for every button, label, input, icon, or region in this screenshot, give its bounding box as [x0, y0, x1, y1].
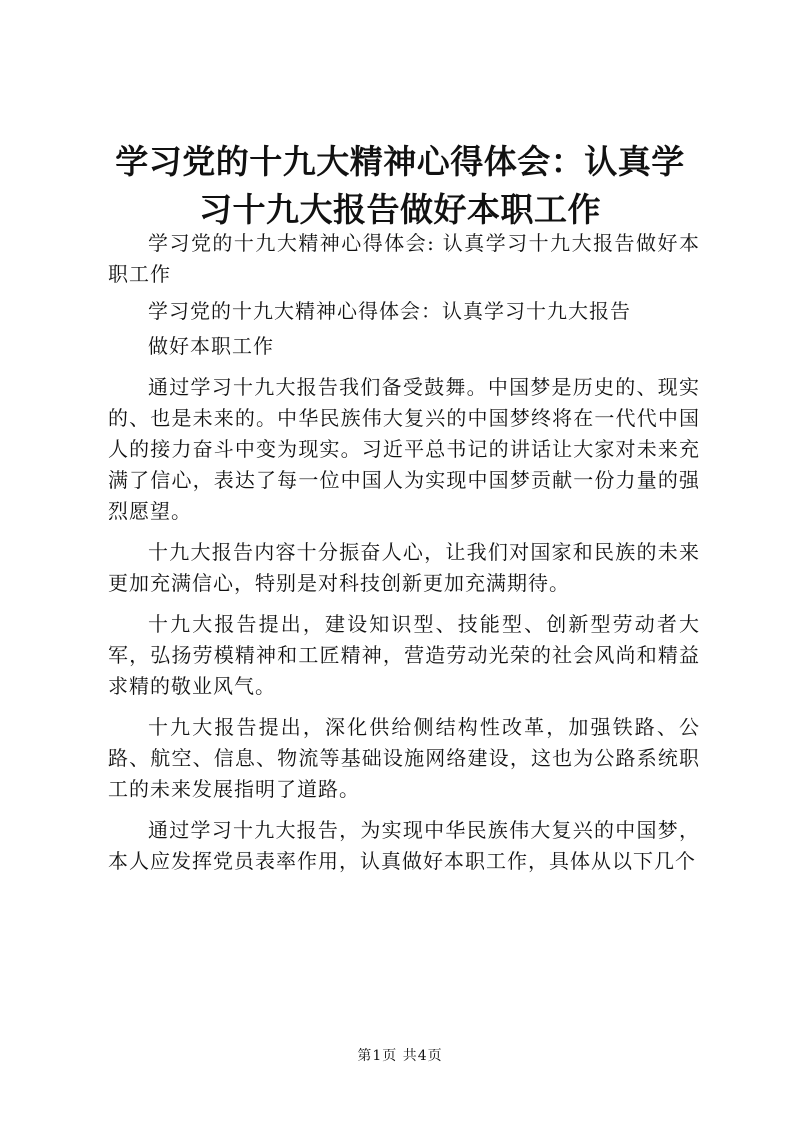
paragraph: 通过学习十九大报告我们备受鼓舞。中国梦是历史的、现实的、也是未来的。中华民族伟大复兴的中国梦终将在一代代中国人的接力奋斗中变为现实。习近平总书记的讲话让大家对未来充满了信心，表达了每一位中国人为实现中国梦贡献一份力量的强烈愿望。 — [108, 375, 700, 523]
document-title: 学习党的十九大精神心得体会：认真学习十九大报告做好本职工作 — [115, 142, 685, 229]
paragraph-subheading-continued: 做好本职工作 — [148, 334, 274, 358]
paragraph-heading: 学习党的十九大精神心得体会: 认真学习十九大报告做好本职工作 — [108, 231, 700, 286]
paragraph: 通过学习十九大报告，为实现中华民族伟大复兴的中国梦，本人应发挥党员表率作用，认真做好本职工作，具体从以下几个 — [108, 818, 700, 873]
paragraph: 十九大报告提出，深化供给侧结构性改革，加强铁路、公路、航空、信息、物流等基础设施网络建设，这也为公路系统职工的未来发展指明了道路。 — [108, 715, 700, 801]
paragraph: 十九大报告提出，建设知识型、技能型、创新型劳动者大军，弘扬劳模精神和工匠精神，营造劳动光荣的社会风尚和精益求精的敬业风气。 — [108, 612, 700, 698]
paragraph: 十九大报告内容十分振奋人心，让我们对国家和民族的未来更加充满信心，特别是对科技创新更加充满期待。 — [108, 540, 700, 595]
page-number-footer: 第1页 共4页 — [357, 1048, 443, 1064]
document-body — [108, 228, 700, 887]
paragraph-subheading: 学习党的十九大精神心得体会：认真学习十九大报告 — [148, 299, 631, 323]
